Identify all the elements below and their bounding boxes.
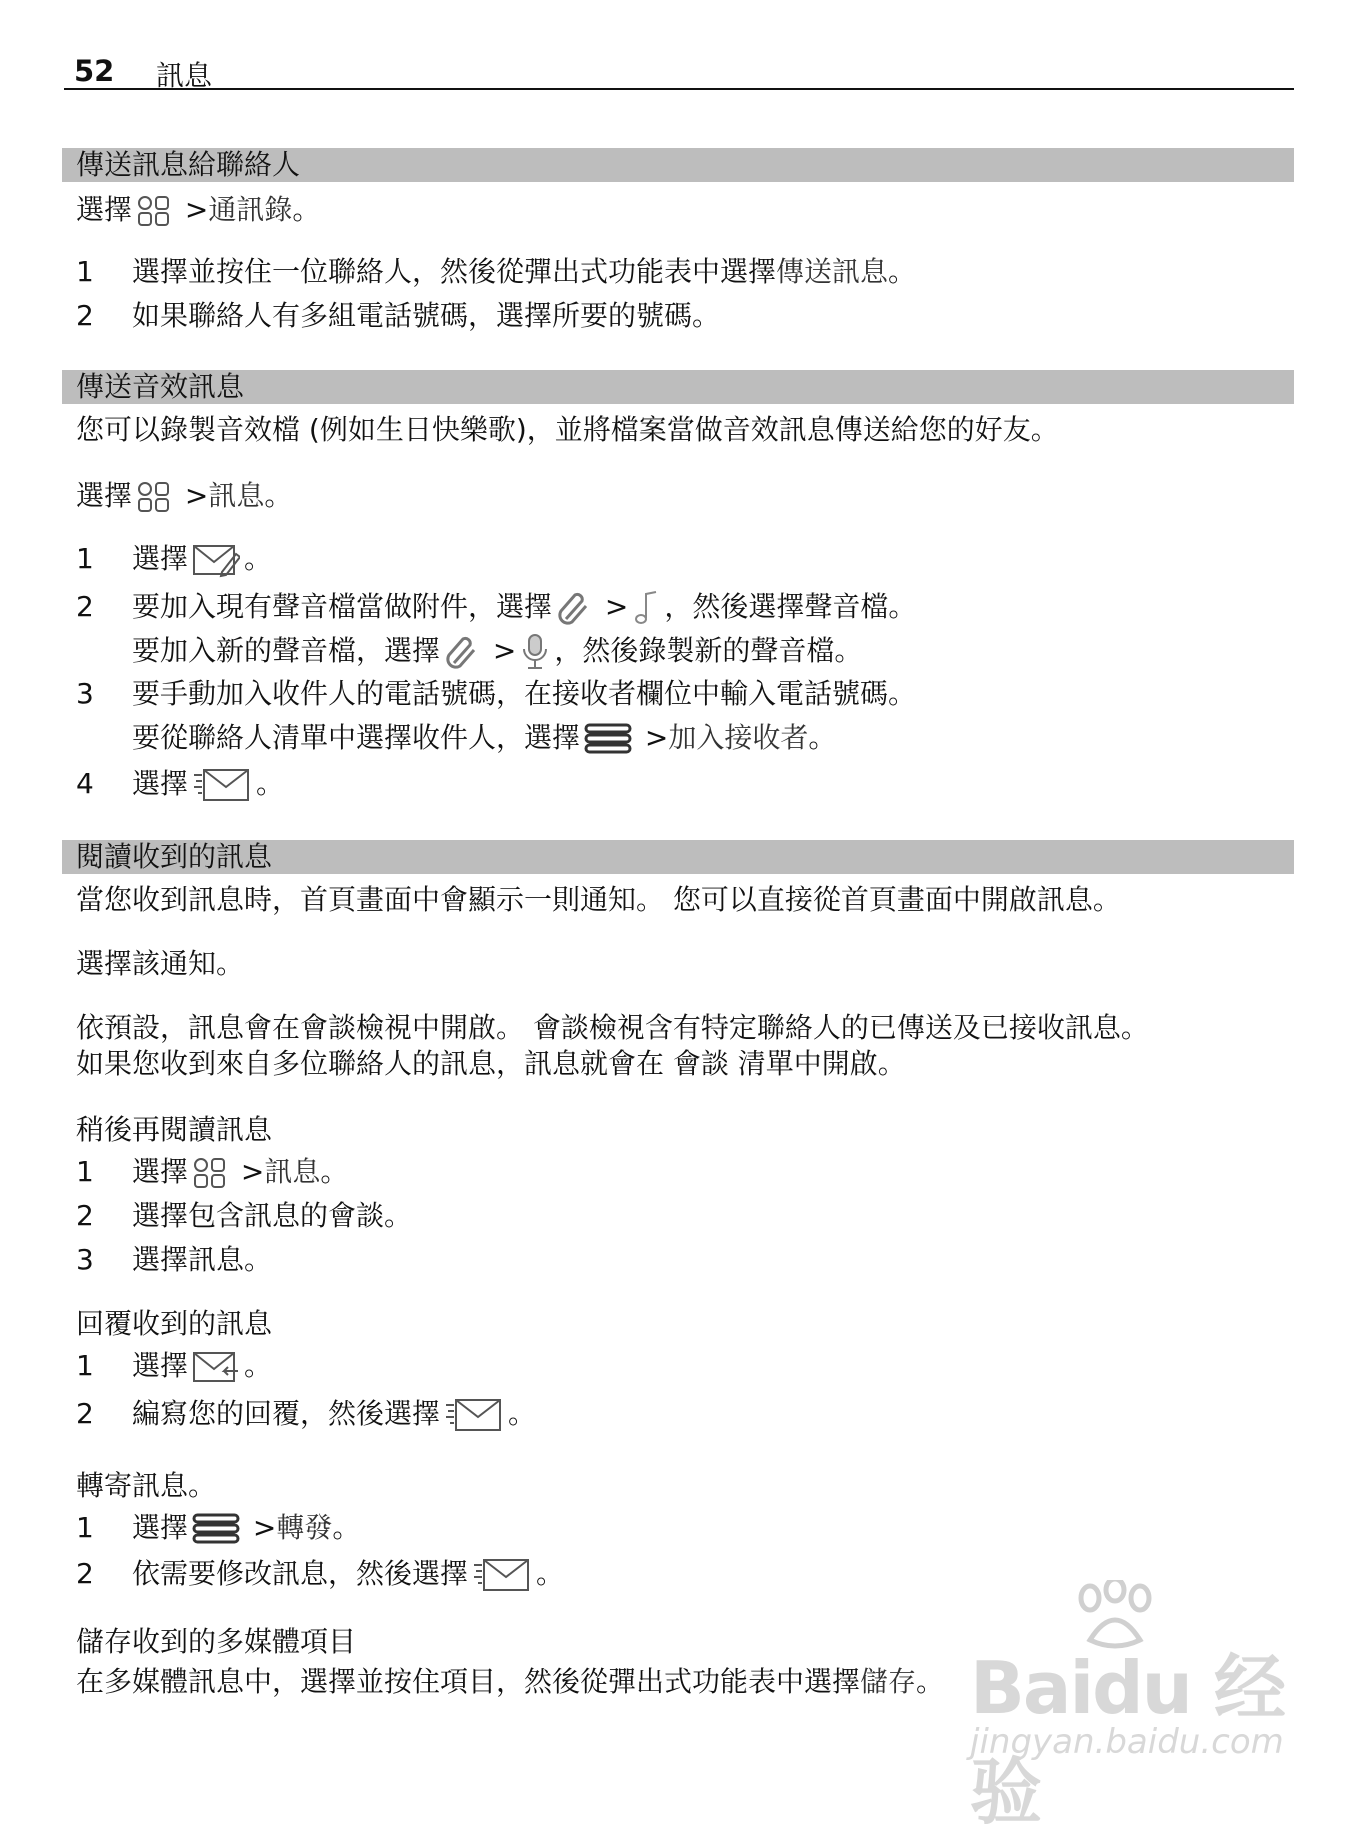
step-text: 依需要修改訊息，然後選擇 。 xyxy=(132,1556,564,1593)
step-number: 1 xyxy=(76,542,94,575)
messages-link[interactable]: 訊息 xyxy=(264,1155,321,1188)
new-message-icon[interactable] xyxy=(192,542,240,578)
step-text: 選擇包含訊息的會談。 xyxy=(132,1199,413,1232)
step-number: 2 xyxy=(76,299,94,332)
menu-grid-icon[interactable] xyxy=(136,480,172,514)
step-number: 3 xyxy=(76,1243,94,1276)
paragraph: 如果您收到來自多位聯絡人的訊息，訊息就會在 會談 清單中開啟。 xyxy=(76,1047,906,1080)
send-message-option[interactable]: 傳送訊息 xyxy=(776,255,889,288)
step-text: 要手動加入收件人的電話號碼，在接收者欄位中輸入電話號碼。 xyxy=(132,677,917,710)
paperclip-icon[interactable] xyxy=(444,635,480,669)
step-number: 2 xyxy=(76,1557,94,1590)
contacts-link[interactable]: 通訊錄 xyxy=(208,193,293,226)
step-number: 1 xyxy=(76,1155,94,1188)
step-number: 2 xyxy=(76,590,94,623)
step-text: 選擇 >訊息。 xyxy=(132,1155,349,1188)
step-number: 2 xyxy=(76,1397,94,1430)
send-message-icon[interactable] xyxy=(472,1557,532,1593)
music-note-icon[interactable] xyxy=(632,590,660,626)
subheading-forward: 轉寄訊息。 xyxy=(76,1469,217,1502)
page-header xyxy=(64,52,1294,90)
watermark-url: jingyan.baidu.com xyxy=(970,1722,1284,1762)
send-message-icon[interactable] xyxy=(192,767,252,803)
watermark-brand: Baidu 经验 xyxy=(970,1646,1285,1834)
section-title-send-to-contact: 傳送訊息給聯絡人 xyxy=(62,148,1294,182)
step-number: 1 xyxy=(76,255,94,288)
step-text: 編寫您的回覆，然後選擇 。 xyxy=(132,1396,536,1433)
paragraph: 在多媒體訊息中，選擇並按住項目，然後從彈出式功能表中選擇儲存。 xyxy=(76,1665,945,1698)
section-title-read-messages: 閱讀收到的訊息 xyxy=(62,840,1294,874)
step-text: 選擇 >轉發。 xyxy=(132,1511,361,1544)
select-messages-line: 選擇 >訊息。 xyxy=(76,479,293,512)
step-number: 3 xyxy=(76,677,94,710)
reply-message-icon[interactable] xyxy=(192,1349,240,1385)
baidu-watermark xyxy=(960,1580,1290,1834)
step-number: 4 xyxy=(76,767,94,800)
step-text: 選擇訊息。 xyxy=(132,1243,273,1276)
section-intro: 您可以錄製音效檔 (例如生日快樂歌)，並將檔案當做音效訊息傳送給您的好友。 xyxy=(76,413,1059,446)
options-menu-icon[interactable] xyxy=(584,723,632,755)
save-option[interactable]: 儲存 xyxy=(860,1665,917,1698)
step-text: 如果聯絡人有多組電話號碼，選擇所要的號碼。 xyxy=(132,299,721,332)
select-notification-line: 選擇該通知。 xyxy=(76,947,245,980)
step-number: 1 xyxy=(76,1511,94,1544)
menu-grid-icon[interactable] xyxy=(136,194,172,228)
menu-grid-icon[interactable] xyxy=(192,1156,228,1190)
subheading-read-later: 稍後再閱讀訊息 xyxy=(76,1113,273,1146)
chapter-title: 訊息 xyxy=(156,59,213,92)
add-recipient-option[interactable]: 加入接收者 xyxy=(668,721,809,754)
send-message-icon[interactable] xyxy=(444,1397,504,1433)
subheading-save-media: 儲存收到的多媒體項目 xyxy=(76,1625,357,1658)
step-number: 2 xyxy=(76,1199,94,1232)
step-text: 選擇 。 xyxy=(132,541,272,578)
paragraph: 依預設，訊息會在會談檢視中開啟。 會談檢視含有特定聯絡人的已傳送及已接收訊息。 xyxy=(76,1011,1149,1044)
step-text: 要加入新的聲音檔，選擇 > ，然後錄製新的聲音檔。 xyxy=(132,633,862,671)
microphone-icon[interactable] xyxy=(520,633,550,671)
step-text: 要從聯絡人清單中選擇收件人，選擇 >加入接收者。 xyxy=(132,721,837,754)
step-text: 選擇 。 xyxy=(132,766,284,803)
paperclip-icon[interactable] xyxy=(556,591,592,625)
step-text: 選擇 。 xyxy=(132,1348,272,1385)
section-title-audio-message: 傳送音效訊息 xyxy=(62,370,1294,404)
subheading-reply: 回覆收到的訊息 xyxy=(76,1307,273,1340)
step-text: 選擇並按住一位聯絡人，然後從彈出式功能表中選擇傳送訊息。 xyxy=(132,255,917,288)
section-intro: 當您收到訊息時，首頁畫面中會顯示一則通知。 您可以直接從首頁畫面中開啟訊息。 xyxy=(76,883,1121,916)
select-contacts-line: 選擇 >通訊錄。 xyxy=(76,193,321,226)
forward-option[interactable]: 轉發 xyxy=(276,1511,333,1544)
messages-link[interactable]: 訊息 xyxy=(208,479,265,512)
step-number: 1 xyxy=(76,1349,94,1382)
page-number: 52 xyxy=(74,54,115,88)
step-text: 要加入現有聲音檔當做附件，選擇 > ，然後選擇聲音檔。 xyxy=(132,589,916,626)
options-menu-icon[interactable] xyxy=(192,1513,240,1545)
